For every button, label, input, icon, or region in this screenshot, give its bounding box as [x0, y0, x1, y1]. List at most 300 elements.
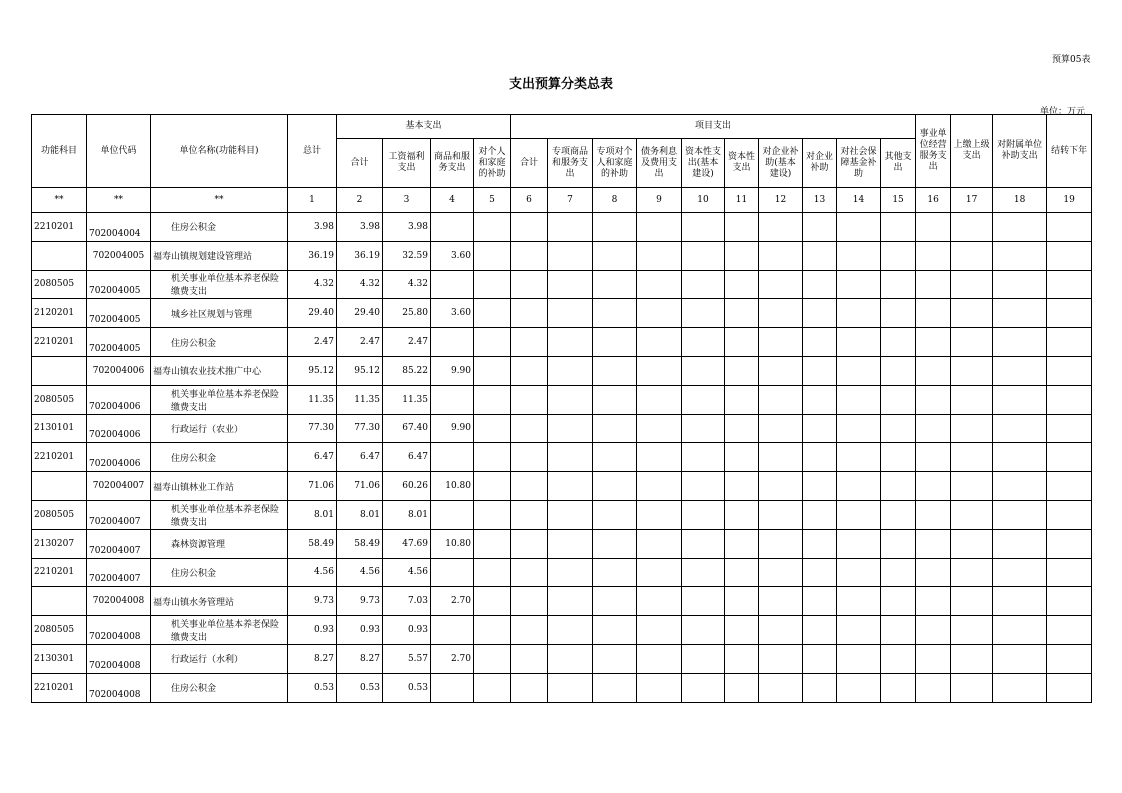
- empty-cell: [474, 356, 511, 385]
- empty-cell: [916, 587, 951, 616]
- empty-cell: [474, 673, 511, 702]
- unit-name-cell: 福寿山镇规划建设管理站: [151, 241, 288, 270]
- empty-cell: [637, 270, 682, 299]
- empty-cell: [916, 414, 951, 443]
- column-index: 14: [837, 188, 881, 213]
- empty-cell: [803, 213, 837, 242]
- empty-cell: [759, 558, 803, 587]
- goods-cell: [431, 213, 474, 242]
- empty-cell: [837, 616, 881, 645]
- empty-cell: [993, 587, 1047, 616]
- unit-name-cell: 福寿山镇林业工作站: [151, 472, 288, 501]
- empty-cell: [511, 241, 548, 270]
- unit-code-cell: 702004006: [87, 356, 151, 385]
- empty-cell: [993, 241, 1047, 270]
- empty-cell: [682, 241, 725, 270]
- empty-cell: [682, 587, 725, 616]
- unit-name-cell: 住房公积金: [151, 558, 288, 587]
- total-cell: 9.73: [288, 587, 337, 616]
- empty-cell: [593, 529, 637, 558]
- goods-cell: 2.70: [431, 644, 474, 673]
- empty-cell: [881, 529, 916, 558]
- empty-cell: [803, 587, 837, 616]
- header-project-sub: 专项商品和服务支出: [548, 139, 593, 188]
- unit-code-cell: 702004005: [87, 270, 151, 299]
- empty-cell: [637, 443, 682, 472]
- func-code-cell: [32, 472, 87, 501]
- table-row: [32, 616, 1092, 645]
- empty-cell: [637, 558, 682, 587]
- table-row: [32, 241, 1092, 270]
- wage-cell: 85.22: [383, 356, 431, 385]
- unit-code-cell: 702004008: [87, 616, 151, 645]
- basic-sum-cell: 4.32: [337, 270, 383, 299]
- empty-cell: [993, 558, 1047, 587]
- empty-cell: [511, 644, 548, 673]
- empty-cell: [993, 328, 1047, 357]
- wage-cell: 4.56: [383, 558, 431, 587]
- table-row: [32, 587, 1092, 616]
- empty-cell: [916, 328, 951, 357]
- empty-cell: [637, 529, 682, 558]
- empty-cell: [474, 472, 511, 501]
- empty-cell: [511, 385, 548, 414]
- basic-sum-cell: 95.12: [337, 356, 383, 385]
- empty-cell: [1047, 529, 1092, 558]
- basic-sum-cell: 29.40: [337, 299, 383, 328]
- total-cell: 0.93: [288, 616, 337, 645]
- basic-sum-cell: 4.56: [337, 558, 383, 587]
- empty-cell: [951, 241, 993, 270]
- empty-cell: [511, 299, 548, 328]
- table-row: [32, 385, 1092, 414]
- empty-cell: [837, 299, 881, 328]
- empty-cell: [951, 443, 993, 472]
- empty-cell: [881, 616, 916, 645]
- empty-cell: [593, 472, 637, 501]
- wage-cell: 47.69: [383, 529, 431, 558]
- wage-cell: 7.03: [383, 587, 431, 616]
- empty-cell: [993, 644, 1047, 673]
- empty-cell: [1047, 644, 1092, 673]
- empty-cell: [916, 529, 951, 558]
- empty-cell: [548, 500, 593, 529]
- func-code-cell: [32, 356, 87, 385]
- empty-cell: [548, 270, 593, 299]
- unit-name-cell: 机关事业单位基本养老保险缴费支出: [151, 270, 288, 299]
- unit-name-cell: 住房公积金: [151, 213, 288, 242]
- header-project-sub: 对企业补助: [803, 139, 837, 188]
- empty-cell: [548, 529, 593, 558]
- empty-cell: [548, 644, 593, 673]
- unit-name-cell: 住房公积金: [151, 673, 288, 702]
- empty-cell: [916, 558, 951, 587]
- empty-cell: [511, 500, 548, 529]
- empty-cell: [593, 414, 637, 443]
- empty-cell: [725, 299, 759, 328]
- empty-cell: [803, 500, 837, 529]
- unit-code-cell: 702004006: [87, 385, 151, 414]
- empty-cell: [993, 673, 1047, 702]
- empty-cell: [725, 241, 759, 270]
- func-code-cell: [32, 241, 87, 270]
- empty-cell: [511, 587, 548, 616]
- total-cell: 3.98: [288, 213, 337, 242]
- empty-cell: [759, 328, 803, 357]
- empty-cell: [637, 616, 682, 645]
- empty-cell: [682, 616, 725, 645]
- goods-cell: 3.60: [431, 299, 474, 328]
- empty-cell: [881, 558, 916, 587]
- header-name: 单位名称(功能科目): [151, 115, 288, 188]
- empty-cell: [637, 213, 682, 242]
- empty-cell: [637, 356, 682, 385]
- empty-cell: [511, 443, 548, 472]
- empty-cell: [1047, 213, 1092, 242]
- empty-cell: [881, 385, 916, 414]
- unit-code-cell: 702004004: [87, 213, 151, 242]
- basic-sum-cell: 3.98: [337, 213, 383, 242]
- empty-cell: [682, 529, 725, 558]
- unit-name-cell: 住房公积金: [151, 328, 288, 357]
- empty-cell: [593, 356, 637, 385]
- empty-cell: [637, 299, 682, 328]
- empty-cell: [759, 644, 803, 673]
- empty-cell: [759, 213, 803, 242]
- unit-code-cell: 702004005: [87, 241, 151, 270]
- empty-cell: [593, 644, 637, 673]
- wage-cell: 25.80: [383, 299, 431, 328]
- empty-cell: [881, 241, 916, 270]
- empty-cell: [881, 443, 916, 472]
- empty-cell: [951, 213, 993, 242]
- empty-cell: [725, 558, 759, 587]
- empty-cell: [993, 385, 1047, 414]
- empty-cell: [1047, 414, 1092, 443]
- empty-cell: [881, 472, 916, 501]
- empty-cell: [548, 385, 593, 414]
- empty-cell: [725, 328, 759, 357]
- goods-cell: 3.60: [431, 241, 474, 270]
- empty-cell: [474, 414, 511, 443]
- goods-cell: 10.80: [431, 529, 474, 558]
- empty-cell: [951, 644, 993, 673]
- empty-cell: [593, 587, 637, 616]
- empty-cell: [637, 673, 682, 702]
- func-code-cell: 2210201: [32, 443, 87, 472]
- empty-cell: [682, 443, 725, 472]
- empty-cell: [474, 241, 511, 270]
- empty-cell: [951, 414, 993, 443]
- empty-cell: [548, 616, 593, 645]
- empty-cell: [593, 241, 637, 270]
- empty-cell: [637, 472, 682, 501]
- empty-cell: [1047, 673, 1092, 702]
- wage-cell: 4.32: [383, 270, 431, 299]
- wage-cell: 32.59: [383, 241, 431, 270]
- empty-cell: [511, 414, 548, 443]
- empty-cell: [637, 500, 682, 529]
- column-index: 6: [511, 188, 548, 213]
- empty-cell: [803, 328, 837, 357]
- empty-cell: [837, 529, 881, 558]
- empty-cell: [951, 270, 993, 299]
- empty-cell: [916, 385, 951, 414]
- empty-cell: [682, 299, 725, 328]
- column-index: 7: [548, 188, 593, 213]
- empty-cell: [511, 673, 548, 702]
- empty-cell: [511, 356, 548, 385]
- empty-cell: [682, 558, 725, 587]
- budget-table: [31, 114, 1092, 703]
- table-row: [32, 443, 1092, 472]
- empty-cell: [593, 270, 637, 299]
- empty-cell: [593, 558, 637, 587]
- empty-cell: [474, 328, 511, 357]
- unit-name-cell: 森林资源管理: [151, 529, 288, 558]
- empty-cell: [511, 558, 548, 587]
- empty-cell: [803, 241, 837, 270]
- wage-cell: 0.53: [383, 673, 431, 702]
- empty-cell: [993, 443, 1047, 472]
- empty-cell: [803, 443, 837, 472]
- empty-cell: [837, 385, 881, 414]
- empty-cell: [916, 241, 951, 270]
- empty-cell: [803, 414, 837, 443]
- empty-cell: [759, 356, 803, 385]
- empty-cell: [725, 644, 759, 673]
- unit-code-cell: 702004005: [87, 299, 151, 328]
- empty-cell: [916, 616, 951, 645]
- goods-cell: 2.70: [431, 587, 474, 616]
- empty-cell: [759, 529, 803, 558]
- empty-cell: [725, 213, 759, 242]
- empty-cell: [725, 443, 759, 472]
- unit-code-cell: 702004006: [87, 443, 151, 472]
- empty-cell: [951, 558, 993, 587]
- column-index: **: [32, 188, 87, 213]
- page-title: 支出预算分类总表: [508, 77, 613, 92]
- table-row: [32, 529, 1092, 558]
- empty-cell: [881, 213, 916, 242]
- empty-cell: [1047, 472, 1092, 501]
- func-code-cell: 2130101: [32, 414, 87, 443]
- empty-cell: [474, 644, 511, 673]
- empty-cell: [682, 500, 725, 529]
- empty-cell: [548, 328, 593, 357]
- total-cell: 95.12: [288, 356, 337, 385]
- basic-sum-cell: 36.19: [337, 241, 383, 270]
- empty-cell: [682, 385, 725, 414]
- header-basic-sub: 合计: [337, 139, 383, 188]
- table-row: [32, 213, 1092, 242]
- column-index: **: [87, 188, 151, 213]
- unit-name-cell: 住房公积金: [151, 443, 288, 472]
- basic-sum-cell: 8.01: [337, 500, 383, 529]
- func-code-cell: 2080505: [32, 500, 87, 529]
- unit-code-cell: 702004007: [87, 558, 151, 587]
- empty-cell: [682, 414, 725, 443]
- total-cell: 8.01: [288, 500, 337, 529]
- column-index: 11: [725, 188, 759, 213]
- empty-cell: [837, 270, 881, 299]
- empty-cell: [951, 587, 993, 616]
- empty-cell: [993, 213, 1047, 242]
- empty-cell: [759, 616, 803, 645]
- header-affil: 对附属单位补助支出: [993, 115, 1047, 188]
- column-index: 8: [593, 188, 637, 213]
- empty-cell: [1047, 299, 1092, 328]
- table-row: [32, 558, 1092, 587]
- empty-cell: [548, 673, 593, 702]
- func-code-cell: 2210201: [32, 213, 87, 242]
- wage-cell: 5.57: [383, 644, 431, 673]
- empty-cell: [837, 500, 881, 529]
- empty-cell: [759, 500, 803, 529]
- unit-name-cell: 行政运行（农业）: [151, 414, 288, 443]
- empty-cell: [759, 270, 803, 299]
- column-index: 18: [993, 188, 1047, 213]
- empty-cell: [548, 558, 593, 587]
- empty-cell: [593, 443, 637, 472]
- empty-cell: [725, 529, 759, 558]
- empty-cell: [637, 414, 682, 443]
- unit-code-cell: 702004008: [87, 587, 151, 616]
- goods-cell: [431, 385, 474, 414]
- empty-cell: [637, 241, 682, 270]
- header-basic: 基本支出: [337, 115, 511, 139]
- unit-name-cell: 福寿山镇农业技术推广中心: [151, 356, 288, 385]
- empty-cell: [548, 587, 593, 616]
- empty-cell: [803, 558, 837, 587]
- column-index: 10: [682, 188, 725, 213]
- empty-cell: [803, 356, 837, 385]
- empty-cell: [837, 356, 881, 385]
- basic-sum-cell: 0.53: [337, 673, 383, 702]
- empty-cell: [1047, 558, 1092, 587]
- table-row: [32, 644, 1092, 673]
- empty-cell: [1047, 241, 1092, 270]
- empty-cell: [725, 472, 759, 501]
- total-cell: 8.27: [288, 644, 337, 673]
- empty-cell: [511, 213, 548, 242]
- total-cell: 77.30: [288, 414, 337, 443]
- empty-cell: [916, 299, 951, 328]
- empty-cell: [511, 328, 548, 357]
- wage-cell: 3.98: [383, 213, 431, 242]
- total-cell: 6.47: [288, 443, 337, 472]
- empty-cell: [759, 673, 803, 702]
- empty-cell: [548, 356, 593, 385]
- empty-cell: [511, 529, 548, 558]
- func-code-cell: 2080505: [32, 616, 87, 645]
- table-row: [32, 673, 1092, 702]
- header-project-sub: 资本性支出(基本建设): [682, 139, 725, 188]
- func-code-cell: 2210201: [32, 673, 87, 702]
- unit-name-cell: 福寿山镇水务管理站: [151, 587, 288, 616]
- empty-cell: [916, 644, 951, 673]
- empty-cell: [725, 356, 759, 385]
- empty-cell: [803, 529, 837, 558]
- empty-cell: [548, 241, 593, 270]
- empty-cell: [474, 587, 511, 616]
- total-cell: 4.56: [288, 558, 337, 587]
- basic-sum-cell: 58.49: [337, 529, 383, 558]
- empty-cell: [511, 616, 548, 645]
- goods-cell: [431, 558, 474, 587]
- column-index: 5: [474, 188, 511, 213]
- empty-cell: [725, 414, 759, 443]
- empty-cell: [881, 356, 916, 385]
- empty-cell: [759, 414, 803, 443]
- func-code-cell: 2080505: [32, 270, 87, 299]
- empty-cell: [837, 443, 881, 472]
- empty-cell: [682, 328, 725, 357]
- empty-cell: [951, 529, 993, 558]
- func-code-cell: 2080505: [32, 385, 87, 414]
- basic-sum-cell: 0.93: [337, 616, 383, 645]
- unit-code-cell: 702004005: [87, 328, 151, 357]
- table-row: [32, 472, 1092, 501]
- total-cell: 36.19: [288, 241, 337, 270]
- empty-cell: [803, 616, 837, 645]
- unit-label: 单位：万元: [1040, 107, 1086, 117]
- empty-cell: [759, 385, 803, 414]
- empty-cell: [474, 385, 511, 414]
- empty-cell: [637, 587, 682, 616]
- empty-cell: [993, 414, 1047, 443]
- empty-cell: [993, 472, 1047, 501]
- empty-cell: [993, 356, 1047, 385]
- wage-cell: 8.01: [383, 500, 431, 529]
- empty-cell: [951, 328, 993, 357]
- empty-cell: [916, 270, 951, 299]
- empty-cell: [1047, 356, 1092, 385]
- empty-cell: [837, 472, 881, 501]
- empty-cell: [881, 644, 916, 673]
- empty-cell: [511, 270, 548, 299]
- header-biz: 事业单位经营服务支出: [916, 115, 951, 188]
- empty-cell: [725, 587, 759, 616]
- empty-cell: [837, 644, 881, 673]
- unit-name-cell: 机关事业单位基本养老保险缴费支出: [151, 385, 288, 414]
- header-project-sub: 专项对个人和家庭的补助: [593, 139, 637, 188]
- column-index: 3: [383, 188, 431, 213]
- empty-cell: [474, 270, 511, 299]
- unit-code-cell: 702004008: [87, 673, 151, 702]
- empty-cell: [548, 443, 593, 472]
- empty-cell: [682, 644, 725, 673]
- empty-cell: [881, 328, 916, 357]
- empty-cell: [803, 385, 837, 414]
- empty-cell: [803, 472, 837, 501]
- empty-cell: [837, 328, 881, 357]
- empty-cell: [593, 385, 637, 414]
- empty-cell: [474, 443, 511, 472]
- empty-cell: [837, 558, 881, 587]
- header-project-sub: 对社会保障基金补助: [837, 139, 881, 188]
- empty-cell: [951, 385, 993, 414]
- empty-cell: [548, 414, 593, 443]
- empty-cell: [682, 270, 725, 299]
- unit-code-cell: 702004007: [87, 472, 151, 501]
- total-cell: 2.47: [288, 328, 337, 357]
- header-project: 项目支出: [511, 115, 916, 139]
- empty-cell: [951, 356, 993, 385]
- goods-cell: 9.90: [431, 356, 474, 385]
- total-cell: 4.32: [288, 270, 337, 299]
- wage-cell: 0.93: [383, 616, 431, 645]
